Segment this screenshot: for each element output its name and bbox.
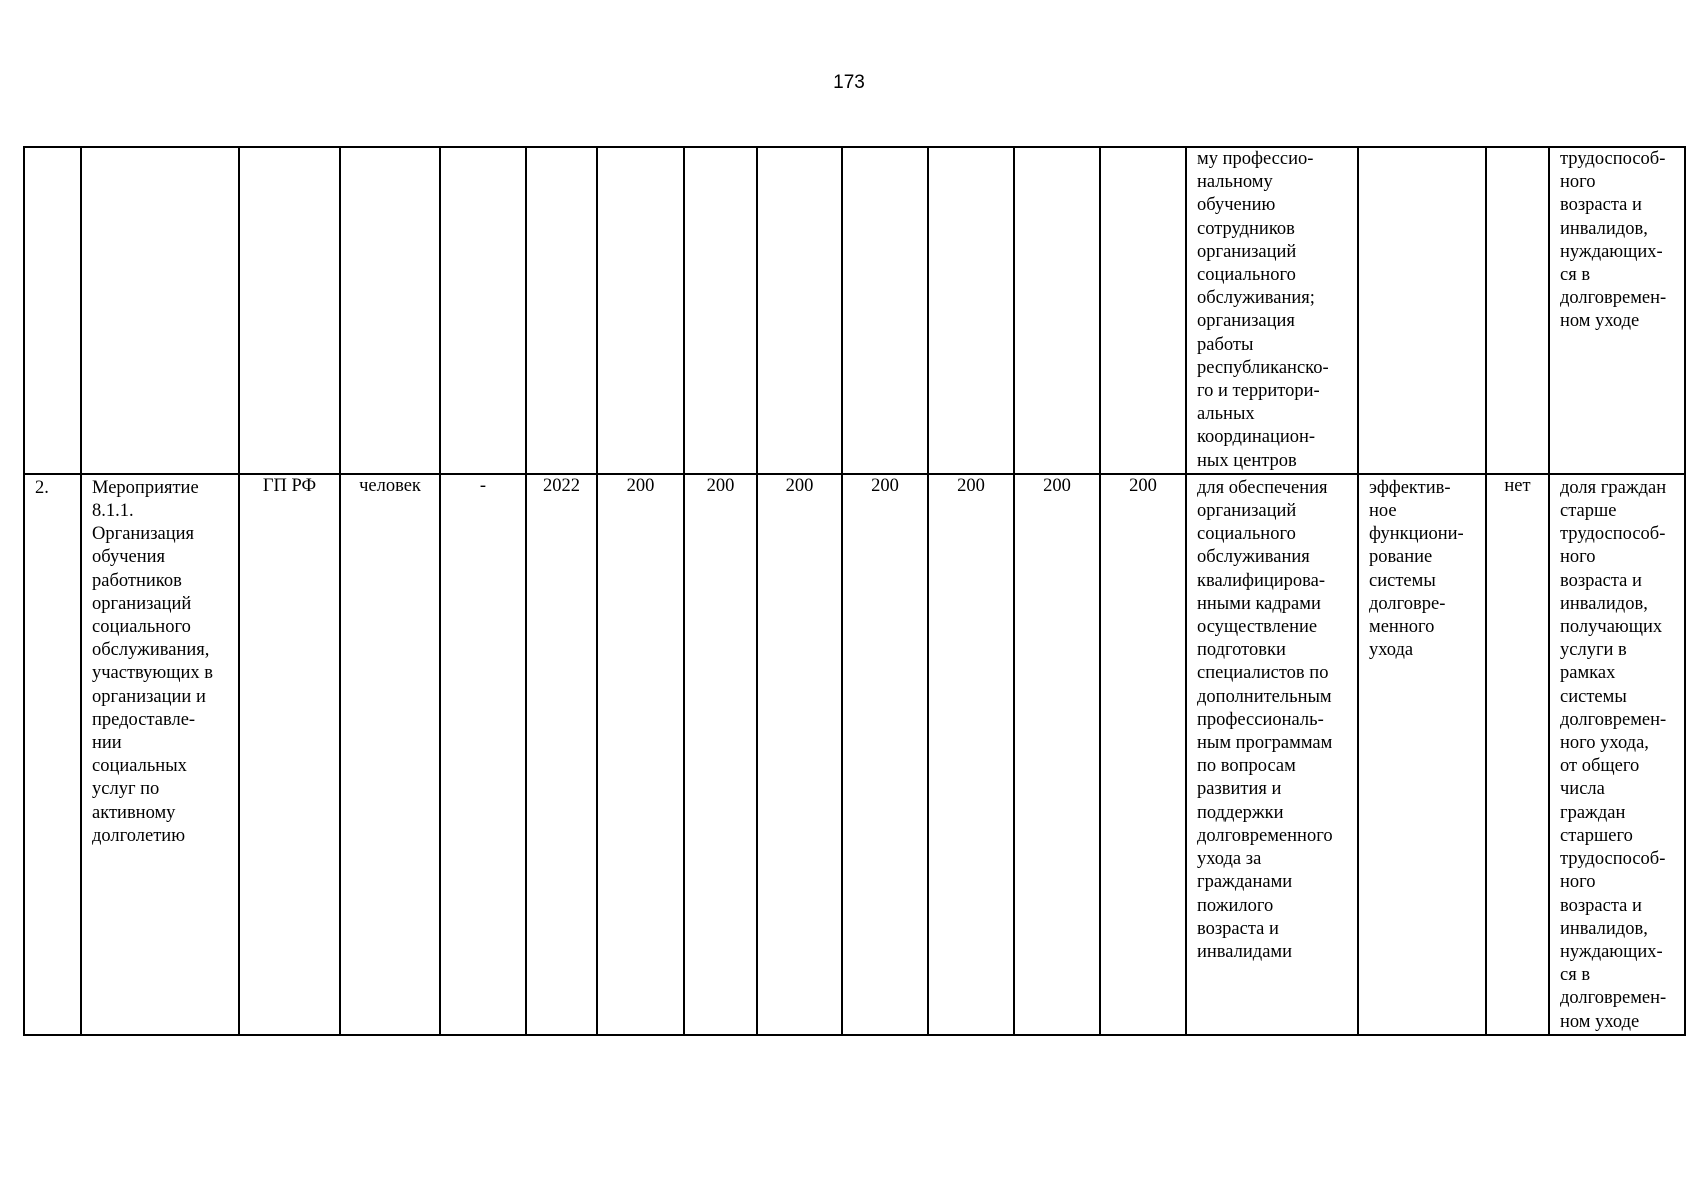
- cell-empty: [684, 147, 757, 474]
- cell-empty: [1014, 147, 1100, 474]
- cell-value: 200: [597, 474, 684, 1035]
- table-row: [24, 474, 1685, 1035]
- cell-value: 200: [757, 474, 842, 1035]
- cell-indicator-continued: трудоспособ- ного возраста и инвалидов, нуждающих- ся в долговремен- ном уходе: [1549, 147, 1685, 474]
- cell-source: ГП РФ: [239, 474, 340, 1035]
- cell-empty: [526, 147, 597, 474]
- cell-value: 200: [928, 474, 1014, 1035]
- page-number: 173: [833, 72, 865, 93]
- cell-row-number: 2.: [24, 474, 81, 1035]
- cell-effect: эффектив- ное функциони- рование системы долговре- менного ухода: [1358, 474, 1486, 1035]
- cell-empty: [928, 147, 1014, 474]
- cell-value: 200: [1014, 474, 1100, 1035]
- cell-empty: [24, 147, 81, 474]
- cell-empty: [842, 147, 928, 474]
- cell-flag: нет: [1486, 474, 1549, 1035]
- cell-value: 200: [684, 474, 757, 1035]
- cell-measure-name: Мероприятие 8.1.1. Организация обучения работников организаций социального обслуживания, участвующих в организации и предоставле- нии социальных услуг по активному долголетию: [81, 474, 239, 1035]
- cell-value: 200: [842, 474, 928, 1035]
- cell-empty: [1486, 147, 1549, 474]
- cell-empty: [440, 147, 526, 474]
- cell-value: 200: [1100, 474, 1186, 1035]
- cell-empty: [340, 147, 440, 474]
- cell-purpose-continued: му профессио- нальному обучению сотрудников организаций социального обслуживания; организация работы республиканско- го и территори- альных координацион- ных центров: [1186, 147, 1358, 474]
- cell-empty: [597, 147, 684, 474]
- cell-empty: [1358, 147, 1486, 474]
- measures-table: [23, 146, 1686, 1036]
- table-row-continued: [24, 147, 1685, 474]
- cell-empty: [757, 147, 842, 474]
- cell-empty: [239, 147, 340, 474]
- cell-empty: [81, 147, 239, 474]
- cell-year: 2022: [526, 474, 597, 1035]
- cell-empty: [1100, 147, 1186, 474]
- cell-indicator: доля граждан старше трудоспособ- ного возраста и инвалидов, получающих услуги в рамках системы долговремен- ного ухода, от общего числа граждан старшего трудоспособ- ного возраста и инвалидов, нуждающих- ся в долговремен- ном уходе: [1549, 474, 1685, 1035]
- cell-unit: человек: [340, 474, 440, 1035]
- cell-base-value: -: [440, 474, 526, 1035]
- cell-purpose: для обеспечения организаций социального обслуживания квалифицирова- нными кадрами осуществление подготовки специалистов по дополнительным профессиональ- ным программам по вопросам развития и поддержки долговременного ухода за гражданами пожилого возраста и инвалидами: [1186, 474, 1358, 1035]
